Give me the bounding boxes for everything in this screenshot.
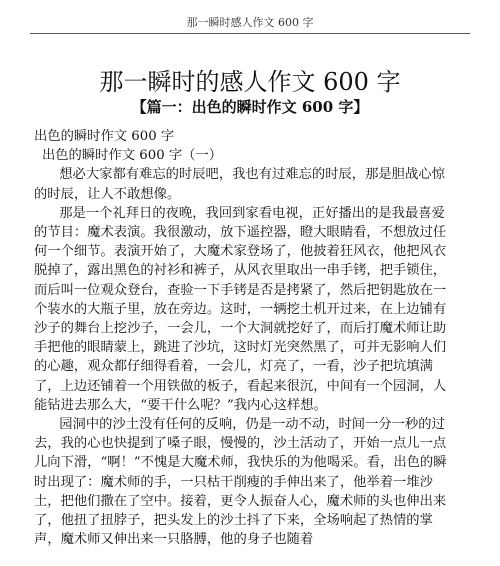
document-subtitle: 【篇一：出色的瞬时作文 600 字】 — [131, 98, 369, 116]
section-sub-label: 出色的瞬时作文 600 字（一） — [41, 148, 223, 164]
document-title: 那一瞬时的感人作文 600 字 — [99, 68, 401, 96]
document-body — [34, 127, 448, 549]
paragraph: 园洞中的沙土没有任何的反响，仍是一动不动，时间一分一秒的过去，我的心也快提到了嗓子眼，慢慢的，沙土活动了，开始一点儿一点儿向下滑，“啊！”不愧是大魔术师，我快乐的为他喝采。看，出色的瞬时出现了：魔术师的手，一只枯干削瘦的手伸出来了，他举着一堆沙土，把他们撒在了空中。接着，更令人振奋人心，魔术师的头也伸出来了，他扭了扭脖子，把头发上的沙土抖了下来，全场响起了热情的掌声，魔术师又伸出来一只胳膊，他的身子也随着 — [34, 417, 447, 548]
paragraph: 那是一个礼拜日的夜晚，我回到家看电视，正好播出的是我最喜爱的节目：魔术表演。我很激动，放下遥控器，瞪大眼睛看，不想放过任何一个细节。表演开始了，大魔术家登场了，他披着狂风衣，他把风衣脱掉了，露出黑色的衬衫和裤子，从风衣里取出一串手铐，把手锁住，而后叫一位观众登台，查验一下手铐是否是拷紧了，然后把钥匙放在一个装水的大瓶子里，放在旁边。这时，一辆挖土机开过来，在上边铺有沙子的舞台上挖沙子，一会儿，一个大洞就挖好了，而后打魔术师让助手把他的眼睛蒙上，跳进了沙坑，这时灯光突然黑了，可并无影响人们的心趣，观众都仔细得看着，一会儿，灯亮了，一看，沙子把坑填满了，上边还铺着一个用铁做的板子，看起来很沉，中间有一个园洞，人能钻进去那么大，“要干什么呢？”我内心这样想。 — [34, 205, 447, 413]
paragraph: 想必大家都有难忘的时辰吧，我也有过难忘的时辰，那是胆战心惊的时辰，让人不敢想像。 — [34, 167, 445, 202]
header-divider — [30, 33, 470, 34]
section-label: 出色的瞬时作文 600 字 — [34, 129, 175, 144]
running-header: 那一瞬时感人作文 600 字 — [186, 16, 314, 29]
